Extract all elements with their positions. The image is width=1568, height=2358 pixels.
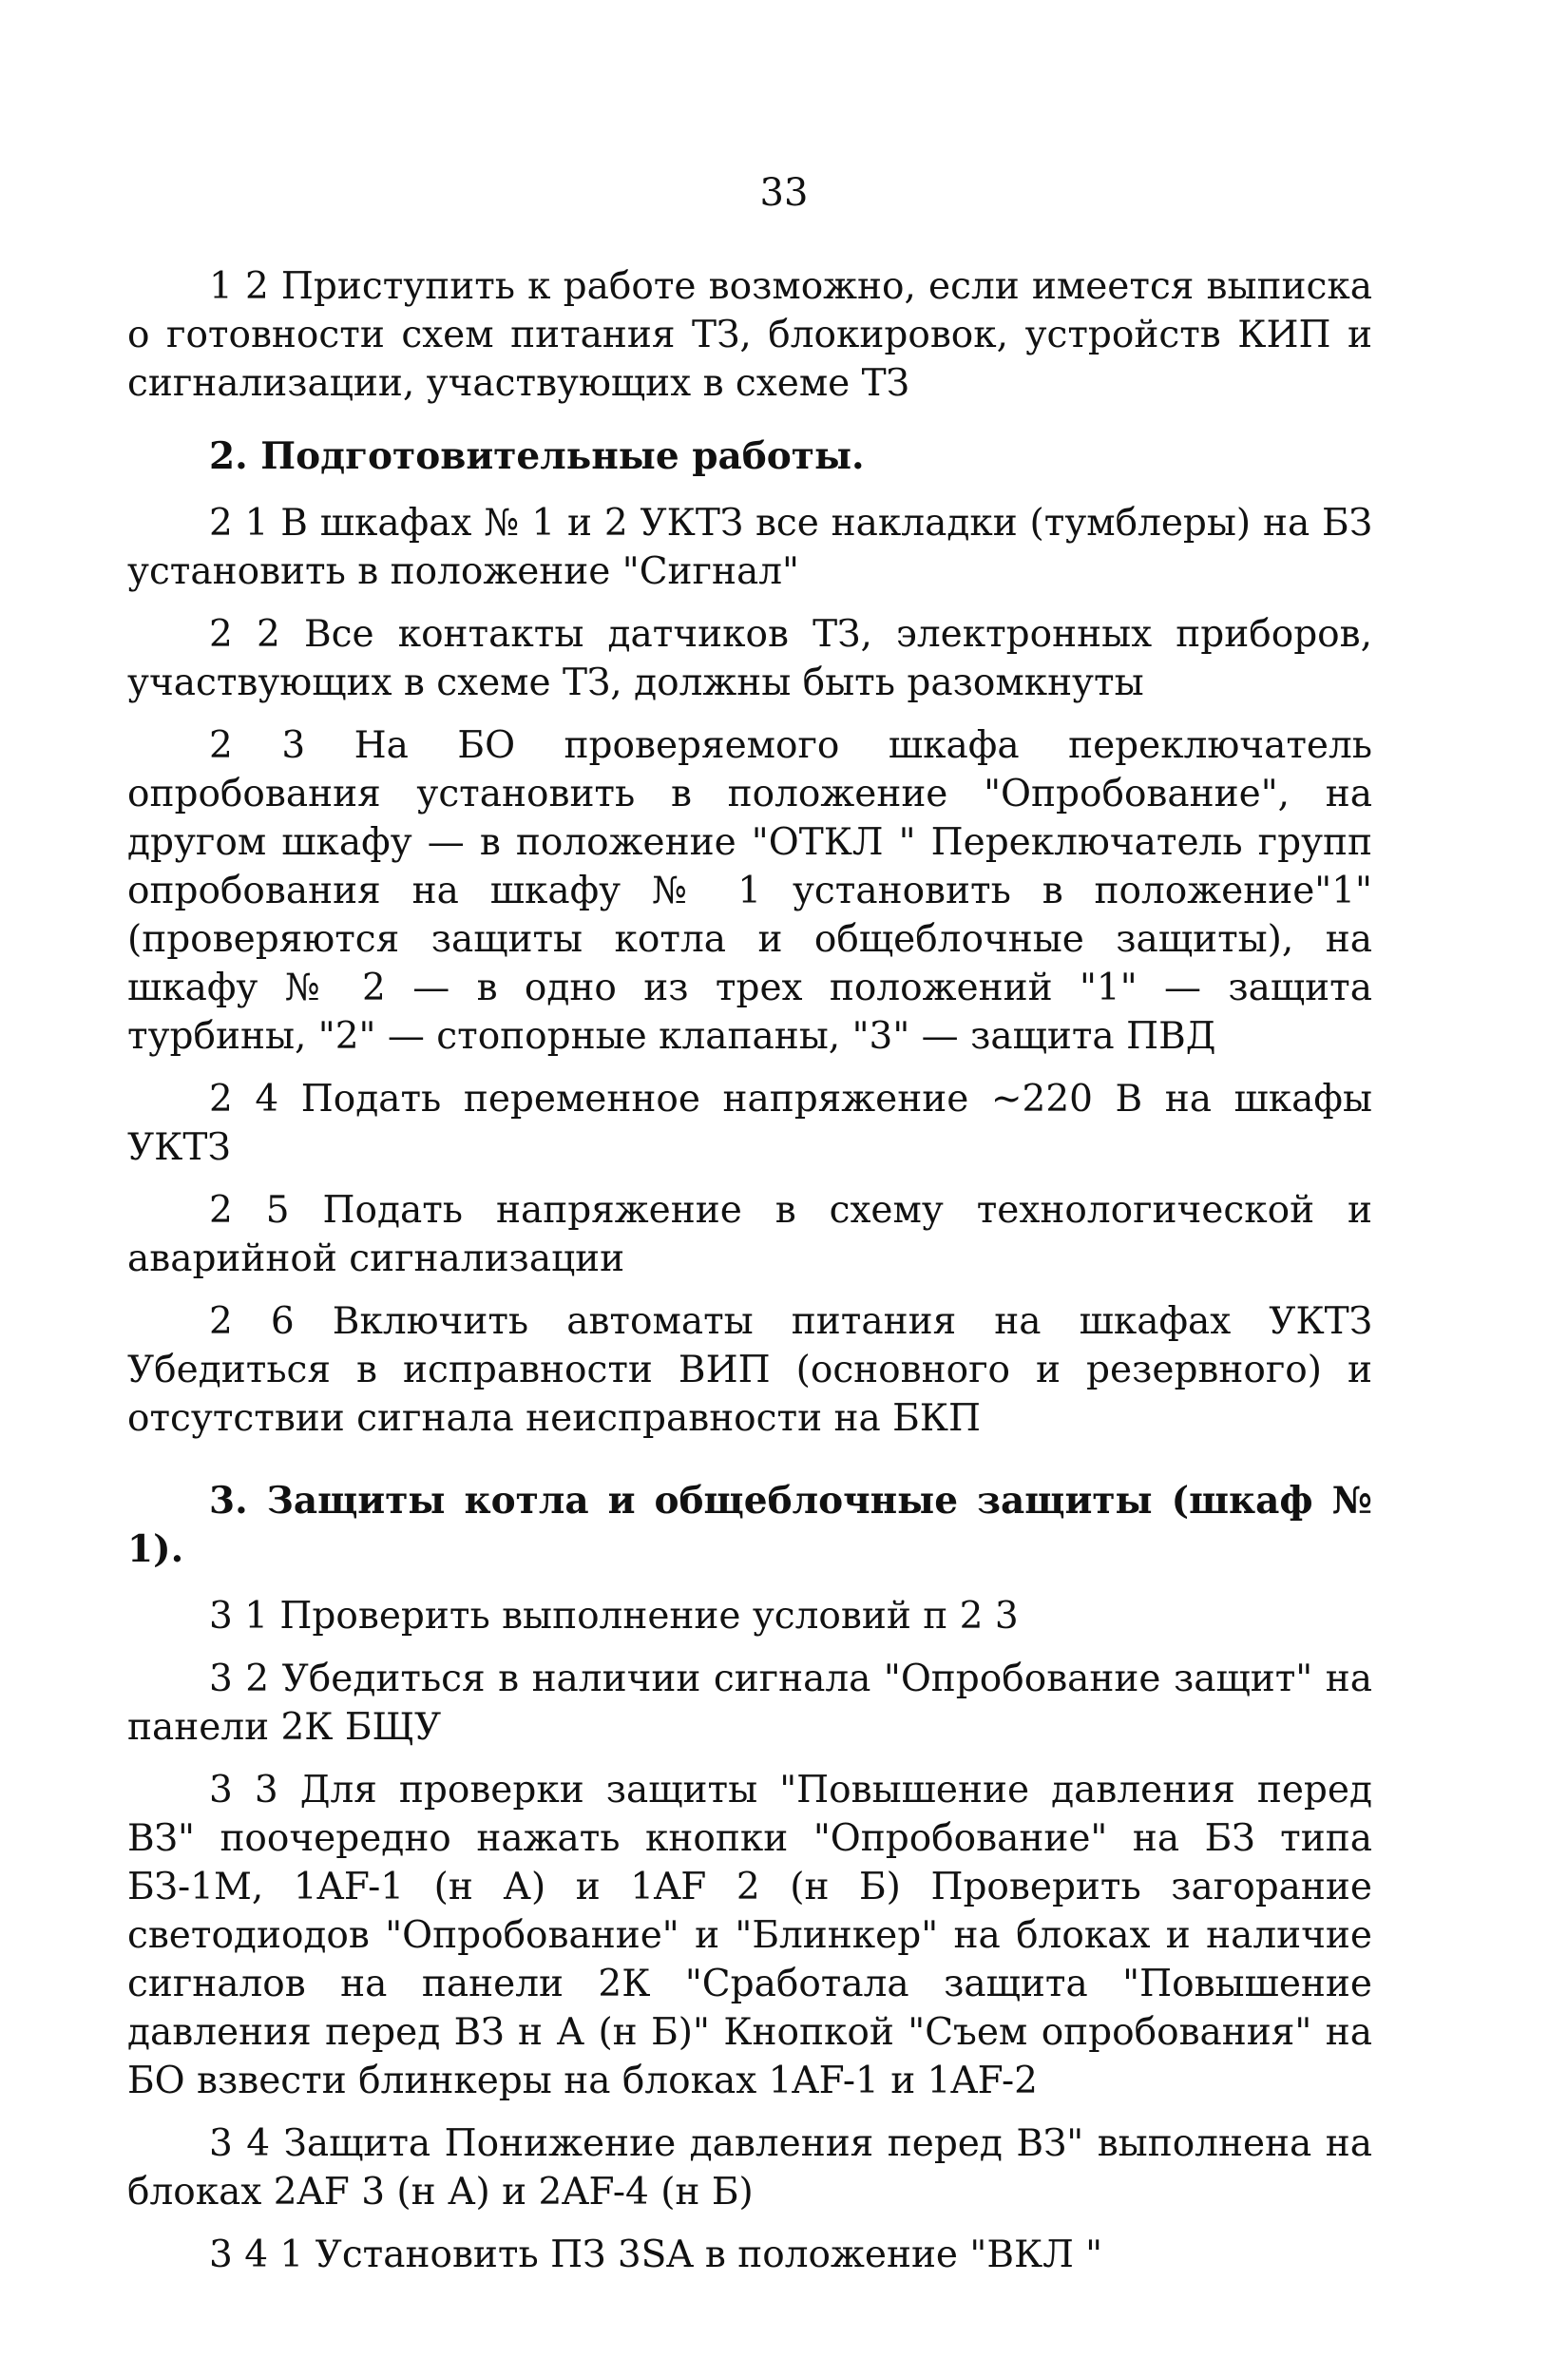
paragraph-2-4: 2 4 Подать переменное напряжение ~220 В на шкафы УКТЗ [127,1078,1372,1169]
paragraph-3-4-1: 3 4 1 Установить ПЗ 3SA в положение "ВКЛ " [209,2233,1103,2276]
paragraph-3-3: 3 3 Для проверки защиты "Повышение давления перед ВЗ" поочередно нажать кнопки "Опробование" на БЗ типа БЗ-1М, 1AF-1 (н А) и 1AF 2 (н Б) Проверить загорание светодиодов "Опробование" и "Блинкер" на блоках и наличие сигналов на панели 2К "Сработала защита "Повышение давления перед ВЗ н А (н Б)" Кнопкой "Съем опробования" на БО взвести блинкеры на блоках 1AF-1 и 1AF-2 [127,1769,1372,2102]
paragraph-1-2: 1 2 Приступить к работе возможно, если имеется выписка о готовности схем питания ТЗ, блокировок, устройств КИП и сигнализации, участвующих в схеме ТЗ [127,265,1372,405]
paragraph-3-4: 3 4 Защита Понижение давления перед ВЗ" выполнена на блоках 2AF 3 (н А) и 2AF-4 (н Б) [127,2122,1372,2214]
paragraph-2-1: 2 1 В шкафах № 1 и 2 УКТЗ все накладки (тумблеры) на БЗ установить в положение "Сигнал" [127,502,1372,593]
page-number: 33 [759,171,809,215]
document-body [127,262,1372,2293]
paragraph-2-3: 2 3 На БО проверяемого шкафа переключатель опробования установить в положение "Опробование", на другом шкафу — в положение "ОТКЛ " Переключатель групп опробования на шкафу № 1 установить в положение"1" (проверяются защиты котла и общеблочные защиты), на шкафу № 2 — в одно из трех положений "1" — защита турбины, "2" — стопорные клапаны, "3" — защита ПВД [127,724,1372,1058]
paragraph-2-6: 2 6 Включить автоматы питания на шкафах УКТЗ Убедиться в исправности ВИП (основного и резервного) и отсутствии сигнала неисправности на БКП [127,1300,1372,1440]
paragraph-2-5: 2 5 Подать напряжение в схему технологической и аварийной сигнализации [127,1189,1372,1280]
section-heading-2: 2. Подготовительные работы. [209,434,865,478]
paragraph-2-2: 2 2 Все контакты датчиков ТЗ, электронных приборов, участвующих в схеме ТЗ, должны быть разомкнуты [127,613,1372,704]
section-heading-3: 3. Защиты котла и общеблочные защиты (шкаф № 1). [127,1479,1372,1571]
paragraph-3-1: 3 1 Проверить выполнение условий п 2 3 [209,1595,1019,1638]
paragraph-3-2: 3 2 Убедиться в наличии сигнала "Опробование защит" на панели 2К БЩУ [127,1658,1372,1749]
